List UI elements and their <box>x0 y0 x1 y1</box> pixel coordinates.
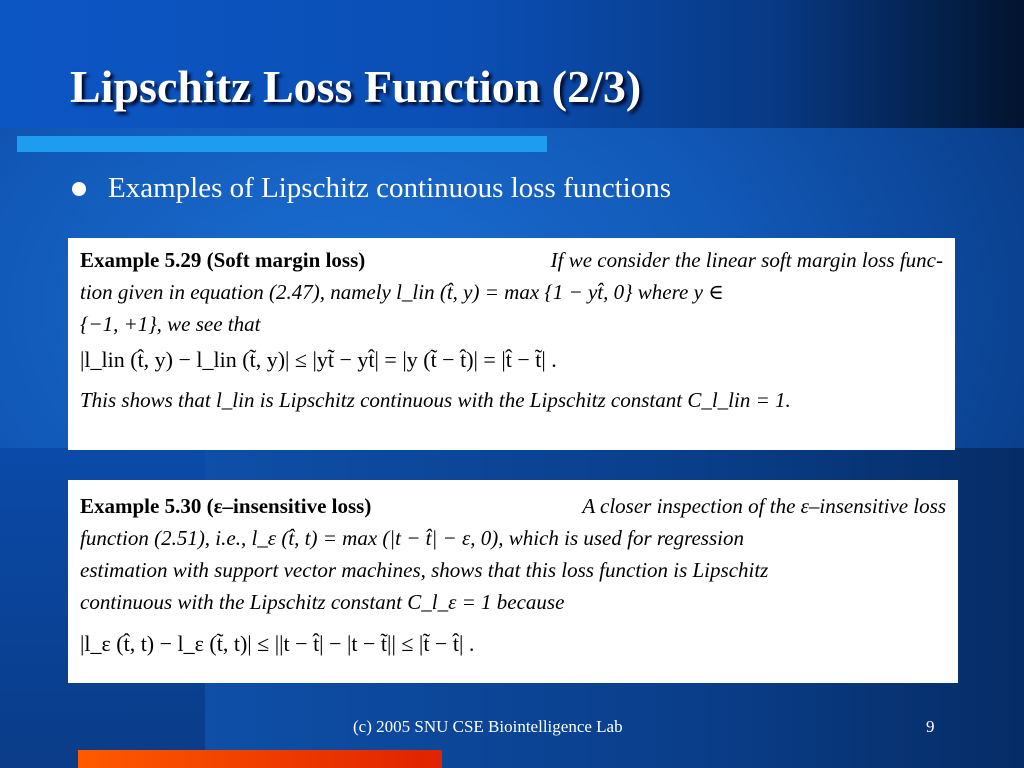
footer-accent-bar <box>78 750 442 768</box>
example-box-soft-margin <box>68 238 955 450</box>
example1-text-line3: {−1, +1}, we see that <box>80 312 261 336</box>
title-underline <box>17 136 547 152</box>
bullet-dot-icon <box>72 182 86 196</box>
example1-text-line2: tion given in equation (2.47), namely l_lin (t̂, y) = max {1 − yt̂, 0} where y ∈ <box>80 280 724 304</box>
slide-title: Lipschitz Loss Function (2/3) <box>70 61 642 112</box>
page-number: 9 <box>926 717 935 736</box>
example-box-epsilon-insensitive <box>68 480 958 683</box>
example1-conclusion: This shows that l_lin is Lipschitz continuous with the Lipschitz constant C_l_lin = 1. <box>80 388 791 412</box>
example2-equation: |l_ε (t̂, t) − l_ε (t̃, t)| ≤ ||t − t̂| − |t − t̃|| ≤ |t̃ − t̂| . <box>80 631 475 656</box>
example2-text-line2: function (2.51), i.e., l_ε (t̂, t) = max (|t − t̂| − ε, 0), which is used for regression <box>80 526 744 550</box>
example2-text-line4: continuous with the Lipschitz constant C_l_ε = 1 because <box>80 590 565 614</box>
example1-equation: |l_lin (t̂, y) − l_lin (t̃, y)| ≤ |yt̃ − yt̂| = |y (t̃ − t̂)| = |t̂ − t̃| . <box>80 347 557 372</box>
example2-text-line3: estimation with support vector machines, shows that this loss function is Lipschitz <box>80 558 769 582</box>
bullet-item <box>72 172 671 205</box>
example1-text-line1: If we consider the linear soft margin loss func- <box>550 248 943 272</box>
footer-credit: (c) 2005 SNU CSE Biointelligence Lab <box>353 717 623 736</box>
example1-heading: Example 5.29 (Soft margin loss) <box>80 248 366 272</box>
example2-text-line1: A closer inspection of the ε–insensitive loss <box>582 494 946 518</box>
example2-heading: Example 5.30 (ε–insensitive loss) <box>80 494 372 518</box>
bullet-text: Examples of Lipschitz continuous loss functions <box>108 172 672 204</box>
